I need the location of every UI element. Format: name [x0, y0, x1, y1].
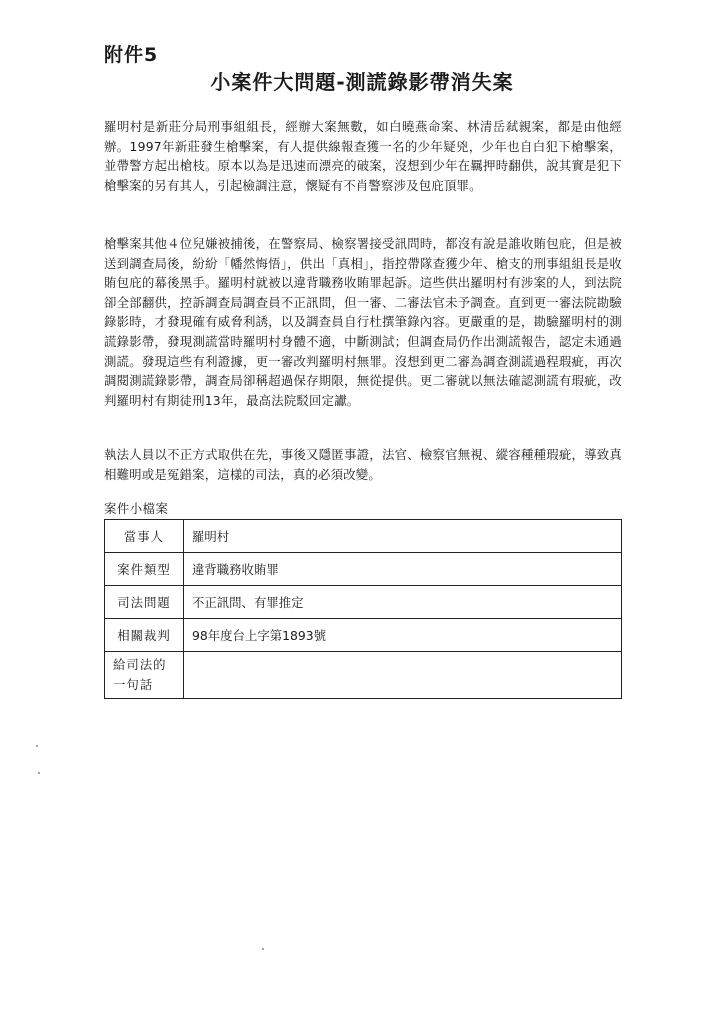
row-value-judicial-issue: 不正訊問、有罪推定	[184, 586, 622, 619]
scan-speck	[38, 772, 40, 774]
paragraph-conclusion: 執法人員以不正方式取供在先，事後又隱匿事證，法官、檢察官無視、縱容種種瑕疵，導致真相難明或是冤錯案，這樣的司法，真的必須改變。	[104, 447, 622, 482]
table-row	[105, 652, 622, 699]
paragraph-background: 羅明村是新莊分局刑事組組長，經辦大案無數，如白曉燕命案、林清岳弒親案，都是由他經辦。1997年新莊發生槍擊案，有人提供線報查獲一名的少年疑兇，少年也自白犯下槍擊案，並帶警方起出槍枝。原本以為是迅速而漂亮的破案，沒想到少年在羈押時翻供，說其實是犯下槍擊案的另有其人，引起檢調注意，懷疑有不肖警察涉及包庇頂罪。	[104, 119, 622, 193]
table-row	[105, 586, 622, 619]
row-key-party: 當事人	[105, 520, 184, 553]
table-row	[105, 619, 622, 652]
case-file-label: 案件小檔案	[104, 501, 169, 516]
row-value-message-to-judiciary	[184, 652, 622, 699]
row-key-related-ruling: 相關裁判	[105, 619, 184, 652]
attachment-label: 附件5	[104, 44, 159, 66]
scan-speck	[262, 948, 264, 950]
table-row	[105, 520, 622, 553]
row-value-party: 羅明村	[184, 520, 622, 553]
paragraph-case-details: 槍擊案其他４位兒嫌被捕後，在警察局、檢察署接受訊問時，都沒有說是誰收賄包庇，但是被送到調查局後，紛紛「幡然悔悟」，供出「真相」，指控帶隊查獲少年、槍支的刑事組組長是收賄包庇的幕後黑手。羅明村就被以違背職務收賄罪起訴。這些供出羅明村有涉案的人，到法院卻全部翻供，控訴調查局調查員不正訊問，但一審、二審法官未予調查。直到更一審法院勘驗錄影時，才發現確有威脅利誘，以及調查員自行杜撰筆錄內容。更嚴重的是，勘驗羅明村的測謊錄影帶，發現測謊當時羅明村身體不適，中斷測試；但調查局仍作出測謊報告，認定未通過測謊。發現這些有利證據，更一審改判羅明村無罪。沒想到更二審為調查測謊過程瑕疵，再次調閱測謊錄影帶，調查局卻稱超過保存期限，無從提供。更二審就以無法確認測謊有瑕疵，改判羅明村有期徒刑13年，最高法院駁回定讞。	[104, 236, 622, 408]
row-key-message-to-judiciary: 給司法的一句話	[105, 652, 184, 699]
row-key-case-type: 案件類型	[105, 553, 184, 586]
row-key-judicial-issue: 司法問題	[105, 586, 184, 619]
document-title: 小案件大問題-測謊錄影帶消失案	[210, 70, 514, 94]
row-value-case-type: 違背職務收賄罪	[184, 553, 622, 586]
scan-speck	[36, 745, 38, 747]
case-file-table	[104, 519, 622, 699]
row-value-related-ruling: 98年度台上字第1893號	[184, 619, 622, 652]
table-row	[105, 553, 622, 586]
